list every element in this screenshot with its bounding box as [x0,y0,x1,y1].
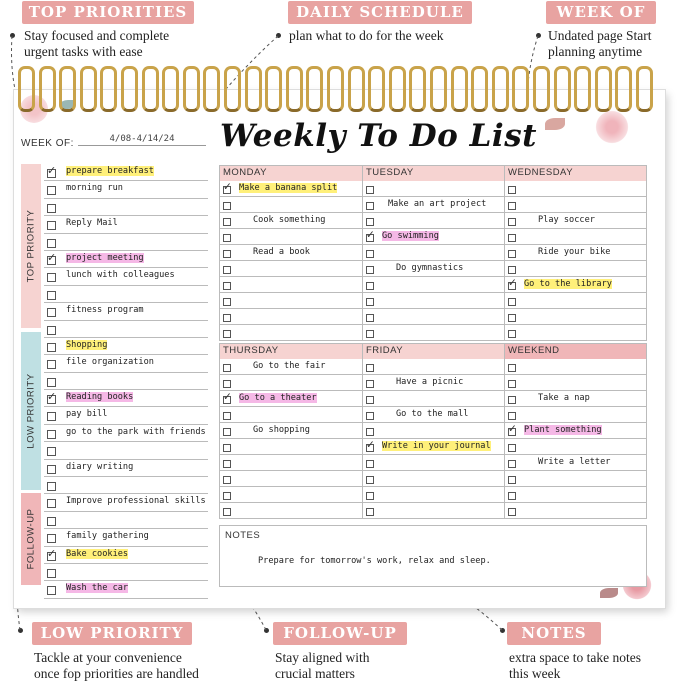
list-item-text: fitness program [66,305,144,316]
list-item[interactable] [44,251,208,268]
day-task-row[interactable] [362,439,504,455]
day-task-row[interactable] [504,455,647,471]
caption-line: Undated page Start [548,28,652,43]
day-task-row[interactable] [362,359,504,375]
spiral-ring [492,66,509,112]
day-task-row[interactable] [362,245,504,261]
check-mark-icon: ✓ [223,181,232,193]
checkbox[interactable] [223,218,231,226]
list-item[interactable] [44,355,208,372]
day-task-row[interactable] [362,309,504,325]
spiral-ring [533,66,550,112]
checkbox[interactable] [508,396,516,404]
day-task-row[interactable] [362,471,504,487]
checkbox[interactable] [366,508,374,516]
spiral-ring [615,66,632,112]
checkbox[interactable] [47,204,56,213]
list-item-text: pay bill [66,409,108,420]
section-follow-up [21,493,41,585]
day-task-row[interactable] [362,455,504,471]
day-task-row[interactable] [219,213,362,229]
day-task-row[interactable] [362,503,504,519]
checkbox[interactable] [366,396,374,404]
day-task-row[interactable] [504,213,647,229]
checkbox[interactable] [223,250,231,258]
list-item[interactable] [44,199,208,216]
checkbox[interactable] [47,447,56,456]
day-task-row[interactable] [362,197,504,213]
callout-dot [18,628,23,633]
checkbox[interactable] [366,250,374,258]
notes-caption [509,650,641,682]
spiral-ring [389,66,406,112]
day-task-row[interactable] [504,439,647,455]
list-item[interactable] [44,529,208,546]
day-task-text: Ride your bike [538,247,611,257]
day-task-row[interactable] [219,277,362,293]
spiral-ring [368,66,385,112]
day-task-row[interactable] [504,277,647,293]
day-header-weekend: WEEKEND [504,343,647,359]
checkbox[interactable] [223,364,231,372]
list-item-text: Improve professional skills [66,496,206,507]
checkbox[interactable] [47,430,56,439]
day-header-tuesday: TUESDAY [362,165,504,181]
checkbox[interactable] [47,569,56,578]
low-priority-caption [34,650,199,682]
caption-line: Stay aligned with [275,650,370,665]
checkbox[interactable] [47,534,56,543]
list-item[interactable] [44,286,208,303]
checkbox[interactable] [508,364,516,372]
day-task-row[interactable] [362,375,504,391]
top-priorities-caption [24,28,169,60]
checkbox[interactable] [366,266,374,274]
checkbox[interactable] [223,476,231,484]
checkbox[interactable] [366,428,374,436]
day-task-row[interactable] [504,261,647,277]
list-item[interactable] [44,425,208,442]
day-header-friday: FRIDAY [362,343,504,359]
day-task-row[interactable] [504,293,647,309]
day-task-text: Read a book [253,247,310,257]
list-item[interactable] [44,494,208,511]
list-item-text: Wash the car [66,583,129,594]
day-task-text: Have a picnic [396,377,464,387]
checkbox[interactable] [47,186,56,195]
day-task-row[interactable] [219,407,362,423]
checkbox[interactable] [366,186,374,194]
day-header-monday: MONDAY [219,165,362,181]
list-item[interactable] [44,442,208,459]
follow-up-badge: FOLLOW-UP [273,622,407,645]
day-task-text: Do gymnastics [396,263,464,273]
checkbox[interactable] [47,291,56,300]
check-mark-icon: ✓ [47,250,57,264]
day-task-text: Plant something [524,425,602,435]
day-task-row[interactable] [504,181,647,197]
checkbox[interactable] [508,266,516,274]
spiral-ring [512,66,529,112]
day-task-text: Make a banana split [239,183,338,193]
day-task-row[interactable] [504,229,647,245]
notes-badge: NOTES [507,622,601,645]
checkbox[interactable] [366,460,374,468]
checkbox[interactable] [366,412,374,420]
list-item-text: morning run [66,183,123,194]
day-task-row[interactable] [362,325,504,341]
checkbox[interactable] [47,343,56,352]
checkbox[interactable] [366,380,374,388]
day-task-text: Write in your journal [382,441,491,451]
daily-schedule-caption [289,28,443,44]
week-of-badge: WEEK OF [546,1,656,24]
daily-schedule-badge: DAILY SCHEDULE [288,1,472,24]
spiral-ring [121,66,138,112]
notes-box[interactable] [219,525,647,587]
spiral-ring [451,66,468,112]
day-header-wednesday: WEDNESDAY [504,165,647,181]
caption-line: Stay focused and complete [24,28,170,43]
day-task-row[interactable] [362,423,504,439]
checkbox[interactable] [223,508,231,516]
day-task-row[interactable] [219,503,362,519]
checkbox[interactable] [223,282,231,290]
list-item-text: file organization [66,357,154,368]
callout-dot [536,33,541,38]
checkbox[interactable] [508,314,516,322]
list-item[interactable] [44,460,208,477]
callout-dot [10,33,15,38]
checkbox[interactable] [47,412,56,421]
check-mark-icon: ✓ [47,546,57,560]
spiral-ring [39,66,56,112]
section-label: FOLLOW-UP [25,508,37,570]
checkbox[interactable] [47,499,56,508]
checkbox[interactable] [223,428,231,436]
list-item-text: lunch with colleagues [66,270,175,281]
checkbox[interactable] [366,492,374,500]
checkbox[interactable] [366,330,374,338]
checkbox[interactable] [508,476,516,484]
caption-line: once fop priorities are handled [34,666,199,681]
notes-label: NOTES [225,530,261,541]
week-of-caption [548,28,651,60]
day-task-row[interactable] [504,245,647,261]
spiral-ring [636,66,653,112]
checkbox[interactable] [508,330,516,338]
day-task-row[interactable] [504,359,647,375]
day-task-row[interactable] [362,487,504,503]
spiral-ring [203,66,220,112]
list-item-text: Shopping [66,339,108,350]
spiral-ring [162,66,179,112]
list-item[interactable] [44,321,208,338]
list-item[interactable] [44,216,208,233]
day-task-row[interactable] [362,293,504,309]
spiral-ring [245,66,262,112]
checkbox[interactable] [47,378,56,387]
follow-up-caption [275,650,370,682]
leaf-decoration [600,588,618,598]
day-task-row[interactable] [219,439,362,455]
top-priorities-badge: TOP PRIORITIES [22,1,194,24]
low-priority-badge: LOW PRIORITY [32,622,192,645]
day-task-row[interactable] [504,375,647,391]
spiral-ring [430,66,447,112]
list-item[interactable] [44,512,208,529]
section-label: LOW PRIORITY [25,373,37,449]
checkbox[interactable] [366,298,374,306]
checkbox[interactable] [508,492,516,500]
checkbox[interactable] [47,517,56,526]
day-task-row[interactable] [219,391,362,407]
list-item[interactable] [44,164,208,181]
list-item[interactable] [44,181,208,198]
checkbox[interactable] [366,314,374,322]
checkbox[interactable] [508,202,516,210]
list-item[interactable] [44,268,208,285]
day-task-row[interactable] [504,309,647,325]
day-task-row[interactable] [219,325,362,341]
caption-line: plan what to do for the week [289,28,444,43]
list-item[interactable] [44,477,208,494]
day-task-text: Go to the fair [253,361,326,371]
day-task-row[interactable] [504,423,647,439]
checkbox[interactable] [47,273,56,282]
leaf-decoration [545,118,565,130]
week-of-label: WEEK OF: [21,138,74,149]
day-task-row[interactable] [219,229,362,245]
checkbox[interactable] [508,444,516,452]
day-task-row[interactable] [219,471,362,487]
day-task-row[interactable] [219,423,362,439]
notes-text: Prepare for tomorrow's work, relax and sleep. [258,556,491,566]
checkbox[interactable] [223,492,231,500]
checkbox[interactable] [223,234,231,242]
checkbox[interactable] [366,282,374,290]
day-task-row[interactable] [362,391,504,407]
day-task-row[interactable] [219,245,362,261]
spiral-ring [224,66,241,112]
section-low-priority [21,332,41,490]
caption-line: Tackle at your convenience [34,650,182,665]
checkbox[interactable] [508,186,516,194]
day-task-row[interactable] [504,391,647,407]
day-task-row[interactable] [504,407,647,423]
spiral-ring [574,66,591,112]
checkbox[interactable] [223,444,231,452]
spiral-ring [595,66,612,112]
day-task-row[interactable] [362,261,504,277]
list-item[interactable] [44,234,208,251]
day-task-text: Go shopping [253,425,310,435]
checkbox[interactable] [47,465,56,474]
day-task-row[interactable] [362,277,504,293]
caption-line: extra space to take notes [509,650,641,665]
day-task-row[interactable] [219,261,362,277]
checkbox[interactable] [508,298,516,306]
check-mark-icon: ✓ [366,229,375,241]
spiral-ring [327,66,344,112]
check-mark-icon: ✓ [47,164,57,177]
list-item-text: Reading books [66,392,134,403]
checkbox[interactable] [366,218,374,226]
list-item-text: go to the park with friends [66,426,206,437]
day-task-row[interactable] [219,309,362,325]
day-task-text: Take a nap [538,393,590,403]
section-label: TOP PRIORITY [25,209,37,283]
spiral-ring [348,66,365,112]
checkbox[interactable] [47,482,56,491]
day-task-text: Go to the mall [396,409,469,419]
planner-title: Weekly To Do List [220,118,537,154]
checkbox[interactable] [366,476,374,484]
column-divider [362,343,363,519]
list-item-text: prepare breakfast [66,166,154,176]
list-item[interactable] [44,407,208,424]
column-divider [504,165,505,341]
list-item-text: Bake cookies [66,548,129,559]
checkbox[interactable] [366,364,374,372]
list-item[interactable] [44,338,208,355]
list-item-text: project meeting [66,252,144,263]
spiral-ring [59,66,76,112]
caption-line: this week [509,666,561,681]
spiral-ring [306,66,323,112]
check-mark-icon: ✓ [508,277,517,289]
spiral-ring [471,66,488,112]
day-task-row[interactable] [219,487,362,503]
day-task-row[interactable] [362,213,504,229]
checkbox[interactable] [223,298,231,306]
day-header-thursday: THURSDAY [219,343,362,359]
callout-dot [276,33,281,38]
column-divider [504,343,505,519]
day-task-text: Play soccer [538,215,595,225]
list-item[interactable] [44,547,208,564]
checkbox[interactable] [508,508,516,516]
check-mark-icon: ✓ [366,439,375,451]
day-task-row[interactable] [219,375,362,391]
day-task-row[interactable] [504,503,647,519]
day-task-text: Write a letter [538,457,611,467]
list-item[interactable] [44,564,208,581]
checkbox[interactable] [47,586,56,595]
check-mark-icon: ✓ [223,391,232,403]
list-item-text: family gathering [66,531,149,542]
day-task-row[interactable] [219,293,362,309]
spiral-ring [554,66,571,112]
day-task-row[interactable] [219,455,362,471]
checkbox[interactable] [508,234,516,242]
checkbox[interactable] [508,380,516,388]
spiral-ring [409,66,426,112]
day-task-text: Make an art project [388,199,487,209]
checkbox[interactable] [223,330,231,338]
checkbox[interactable] [508,412,516,420]
list-item-text: diary writing [66,461,134,472]
checkbox[interactable] [47,308,56,317]
callout-dot [500,628,505,633]
day-task-text: Go to the library [524,279,612,289]
caption-line: urgent tasks with ease [24,44,143,59]
spiral-ring [100,66,117,112]
checkbox[interactable] [223,412,231,420]
column-divider [362,165,363,341]
spiral-ring [265,66,282,112]
day-task-row[interactable] [504,197,647,213]
day-task-row[interactable] [504,471,647,487]
spiral-binding [18,66,658,112]
day-task-text: Go to a theater [239,393,317,403]
checkbox[interactable] [47,221,56,230]
spiral-ring [286,66,303,112]
checkbox[interactable] [223,460,231,468]
checkbox[interactable] [366,202,374,210]
checkbox[interactable] [508,218,516,226]
callout-dot [264,628,269,633]
day-task-text: Cook something [253,215,326,225]
caption-line: planning anytime [548,44,643,59]
spiral-ring [183,66,200,112]
day-task-row[interactable] [362,229,504,245]
list-item[interactable] [44,390,208,407]
spiral-ring [18,66,35,112]
checkbox[interactable] [223,314,231,322]
list-item[interactable] [44,373,208,390]
list-item[interactable] [44,303,208,320]
day-task-row[interactable] [362,181,504,197]
section-top-priority [21,164,41,328]
day-task-row[interactable] [219,181,362,197]
list-item-text: Reply Mail [66,218,118,229]
spiral-ring [142,66,159,112]
checkbox[interactable] [508,460,516,468]
check-mark-icon: ✓ [47,390,57,404]
spiral-ring [80,66,97,112]
checkbox[interactable] [47,239,56,248]
day-task-row[interactable] [504,487,647,503]
day-task-row[interactable] [504,325,647,341]
week-of-field[interactable]: 4/08-4/14/24 [78,134,206,146]
checkbox[interactable] [223,266,231,274]
checkbox[interactable] [223,202,231,210]
caption-line: crucial matters [275,666,355,681]
list-item[interactable] [44,581,208,598]
checkbox[interactable] [47,326,56,335]
checkbox[interactable] [508,250,516,258]
checkbox[interactable] [223,380,231,388]
flower-decoration [595,110,629,144]
checkbox[interactable] [47,360,56,369]
day-task-row[interactable] [219,197,362,213]
day-task-text: Go swimming [382,231,439,241]
priority-list [44,164,208,599]
day-task-row[interactable] [362,407,504,423]
check-mark-icon: ✓ [508,423,517,435]
day-task-row[interactable] [219,359,362,375]
